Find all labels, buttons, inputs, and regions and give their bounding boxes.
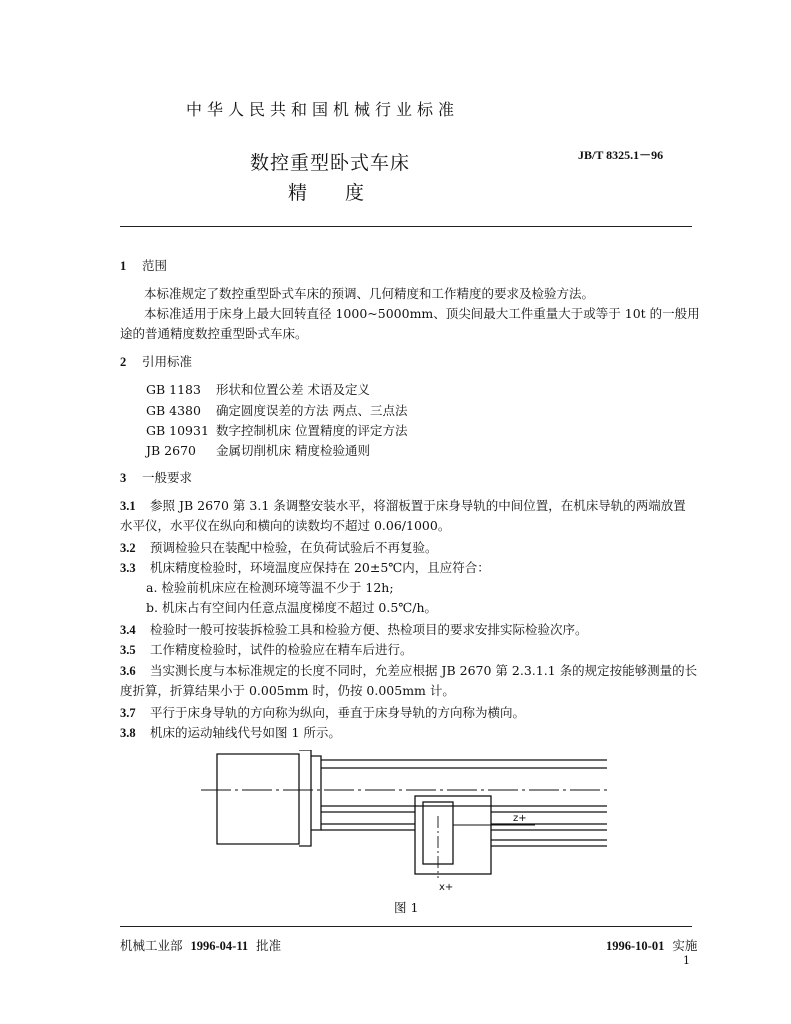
clause-3-8 bbox=[120, 723, 341, 743]
reference-row bbox=[146, 380, 370, 398]
clause-text: 参照 JB 2670 第 3.1 条调整安装水平，将溜板置于床身导轨的中间位置，在机床导轨的两端放置 bbox=[150, 498, 686, 513]
standard-number: JB/T 8325.1－96 bbox=[578, 148, 664, 162]
reference-name: 确定圆度误差的方法 两点、三点法 bbox=[216, 403, 408, 418]
clause-number: 3.2 bbox=[120, 541, 136, 555]
section-title: 引用标准 bbox=[142, 354, 193, 369]
section-title: 一般要求 bbox=[142, 470, 193, 485]
issuing-body: 中华人民共和国机械行业标准 bbox=[186, 100, 460, 119]
clause-text: 平行于床身导轨的方向称为纵向，垂直于床身导轨的方向称为横向。 bbox=[150, 705, 526, 720]
clause-continuation: 度折算，折算结果小于 0.005mm 时，仍按 0.005mm 计。 bbox=[120, 683, 455, 698]
clause-text: 当实测长度与本标准规定的长度不同时，允差应根据 JB 2670 第 2.3.1.1 条的规定按能够测量的长 bbox=[150, 663, 698, 678]
approval-action: 批准 bbox=[256, 938, 282, 953]
paragraph: 本标准规定了数控重型卧式车床的预调、几何精度和工作精度的要求及检验方法。 bbox=[144, 286, 595, 301]
clause-continuation: 水平仪，水平仪在纵向和横向的读数均不超过 0.06/1000。 bbox=[120, 518, 451, 533]
section-heading-1 bbox=[120, 256, 167, 274]
section-title: 范围 bbox=[142, 258, 168, 273]
chuck-collar bbox=[311, 756, 321, 830]
paragraph: 本标准适用于床身上最大回转直径 1000~5000mm、顶尖间最大工件重量大于或等于 10t 的一般用 bbox=[144, 306, 700, 321]
document-title: 数控重型卧式车床 bbox=[250, 152, 411, 174]
clause-text: 检验时一般可按装拆检验工具和检验方便、热检项目的要求安排实际检验次序。 bbox=[150, 622, 588, 637]
section-heading-3 bbox=[120, 468, 192, 486]
x-axis-label: x+ bbox=[439, 882, 454, 893]
clause-number: 3.7 bbox=[120, 706, 136, 720]
clause-3-6 bbox=[120, 661, 697, 681]
clause-3-5 bbox=[120, 640, 413, 660]
clause-3-2 bbox=[120, 538, 438, 558]
reference-name: 形状和位置公差 术语及定义 bbox=[216, 382, 370, 397]
clause-number: 3.6 bbox=[120, 664, 136, 678]
reference-row bbox=[146, 401, 407, 419]
figure-caption: 图 1 bbox=[394, 900, 419, 915]
clause-3-7 bbox=[120, 703, 525, 723]
approval-line bbox=[120, 936, 281, 954]
implementation-date: 1996-10-01 bbox=[606, 939, 665, 953]
paragraph-continuation: 途的普通精度数控重型卧式车床。 bbox=[120, 326, 308, 341]
z-axis-label: z+ bbox=[513, 813, 527, 824]
section-heading-2 bbox=[120, 352, 192, 370]
clause-number: 3.1 bbox=[120, 499, 136, 513]
list-item: a. 检验前机床应在检测环境等温不少于 12h; bbox=[146, 580, 394, 595]
section-number: 1 bbox=[120, 259, 127, 273]
reference-code: GB 1183 bbox=[146, 382, 201, 397]
clause-3-1 bbox=[120, 496, 686, 516]
section-number: 2 bbox=[120, 355, 127, 369]
clause-number: 3.8 bbox=[120, 726, 136, 740]
page-number: 1 bbox=[683, 954, 690, 967]
clause-number: 3.4 bbox=[120, 623, 136, 637]
machine-axes-diagram bbox=[195, 750, 615, 895]
reference-row bbox=[146, 441, 370, 459]
clause-number: 3.3 bbox=[120, 561, 136, 575]
approving-body: 机械工业部 bbox=[120, 938, 183, 953]
clause-3-4 bbox=[120, 620, 588, 640]
clause-text: 工作精度检验时，试件的检验应在精车后进行。 bbox=[150, 642, 413, 657]
approval-date: 1996-04-11 bbox=[190, 939, 249, 953]
footer-divider bbox=[120, 926, 692, 927]
clause-text: 机床精度检验时，环境温度应保持在 20±5℃内，且应符合： bbox=[150, 560, 490, 575]
clause-3-3 bbox=[120, 558, 490, 578]
implementation-line bbox=[606, 936, 697, 954]
reference-name: 数字控制机床 位置精度的评定方法 bbox=[216, 423, 408, 438]
reference-code: JB 2670 bbox=[146, 443, 196, 458]
reference-code: GB 10931 bbox=[146, 423, 209, 438]
list-item: b. 机床占有空间内任意点温度梯度不超过 0.5℃/h。 bbox=[146, 600, 438, 615]
document-subtitle: 精度 bbox=[288, 182, 403, 204]
clause-text: 机床的运动轴线代号如图 1 所示。 bbox=[150, 725, 341, 740]
clause-text: 预调检验只在装配中检验，在负荷试验后不再复验。 bbox=[150, 540, 438, 555]
reference-code: GB 4380 bbox=[146, 403, 201, 418]
reference-name: 金属切削机床 精度检验通则 bbox=[216, 443, 370, 458]
reference-row bbox=[146, 421, 407, 439]
section-number: 3 bbox=[120, 471, 127, 485]
headstock bbox=[217, 754, 299, 844]
header-divider bbox=[120, 226, 692, 227]
implementation-action: 实施 bbox=[672, 938, 698, 953]
clause-number: 3.5 bbox=[120, 643, 136, 657]
chuck-flange bbox=[299, 750, 311, 846]
